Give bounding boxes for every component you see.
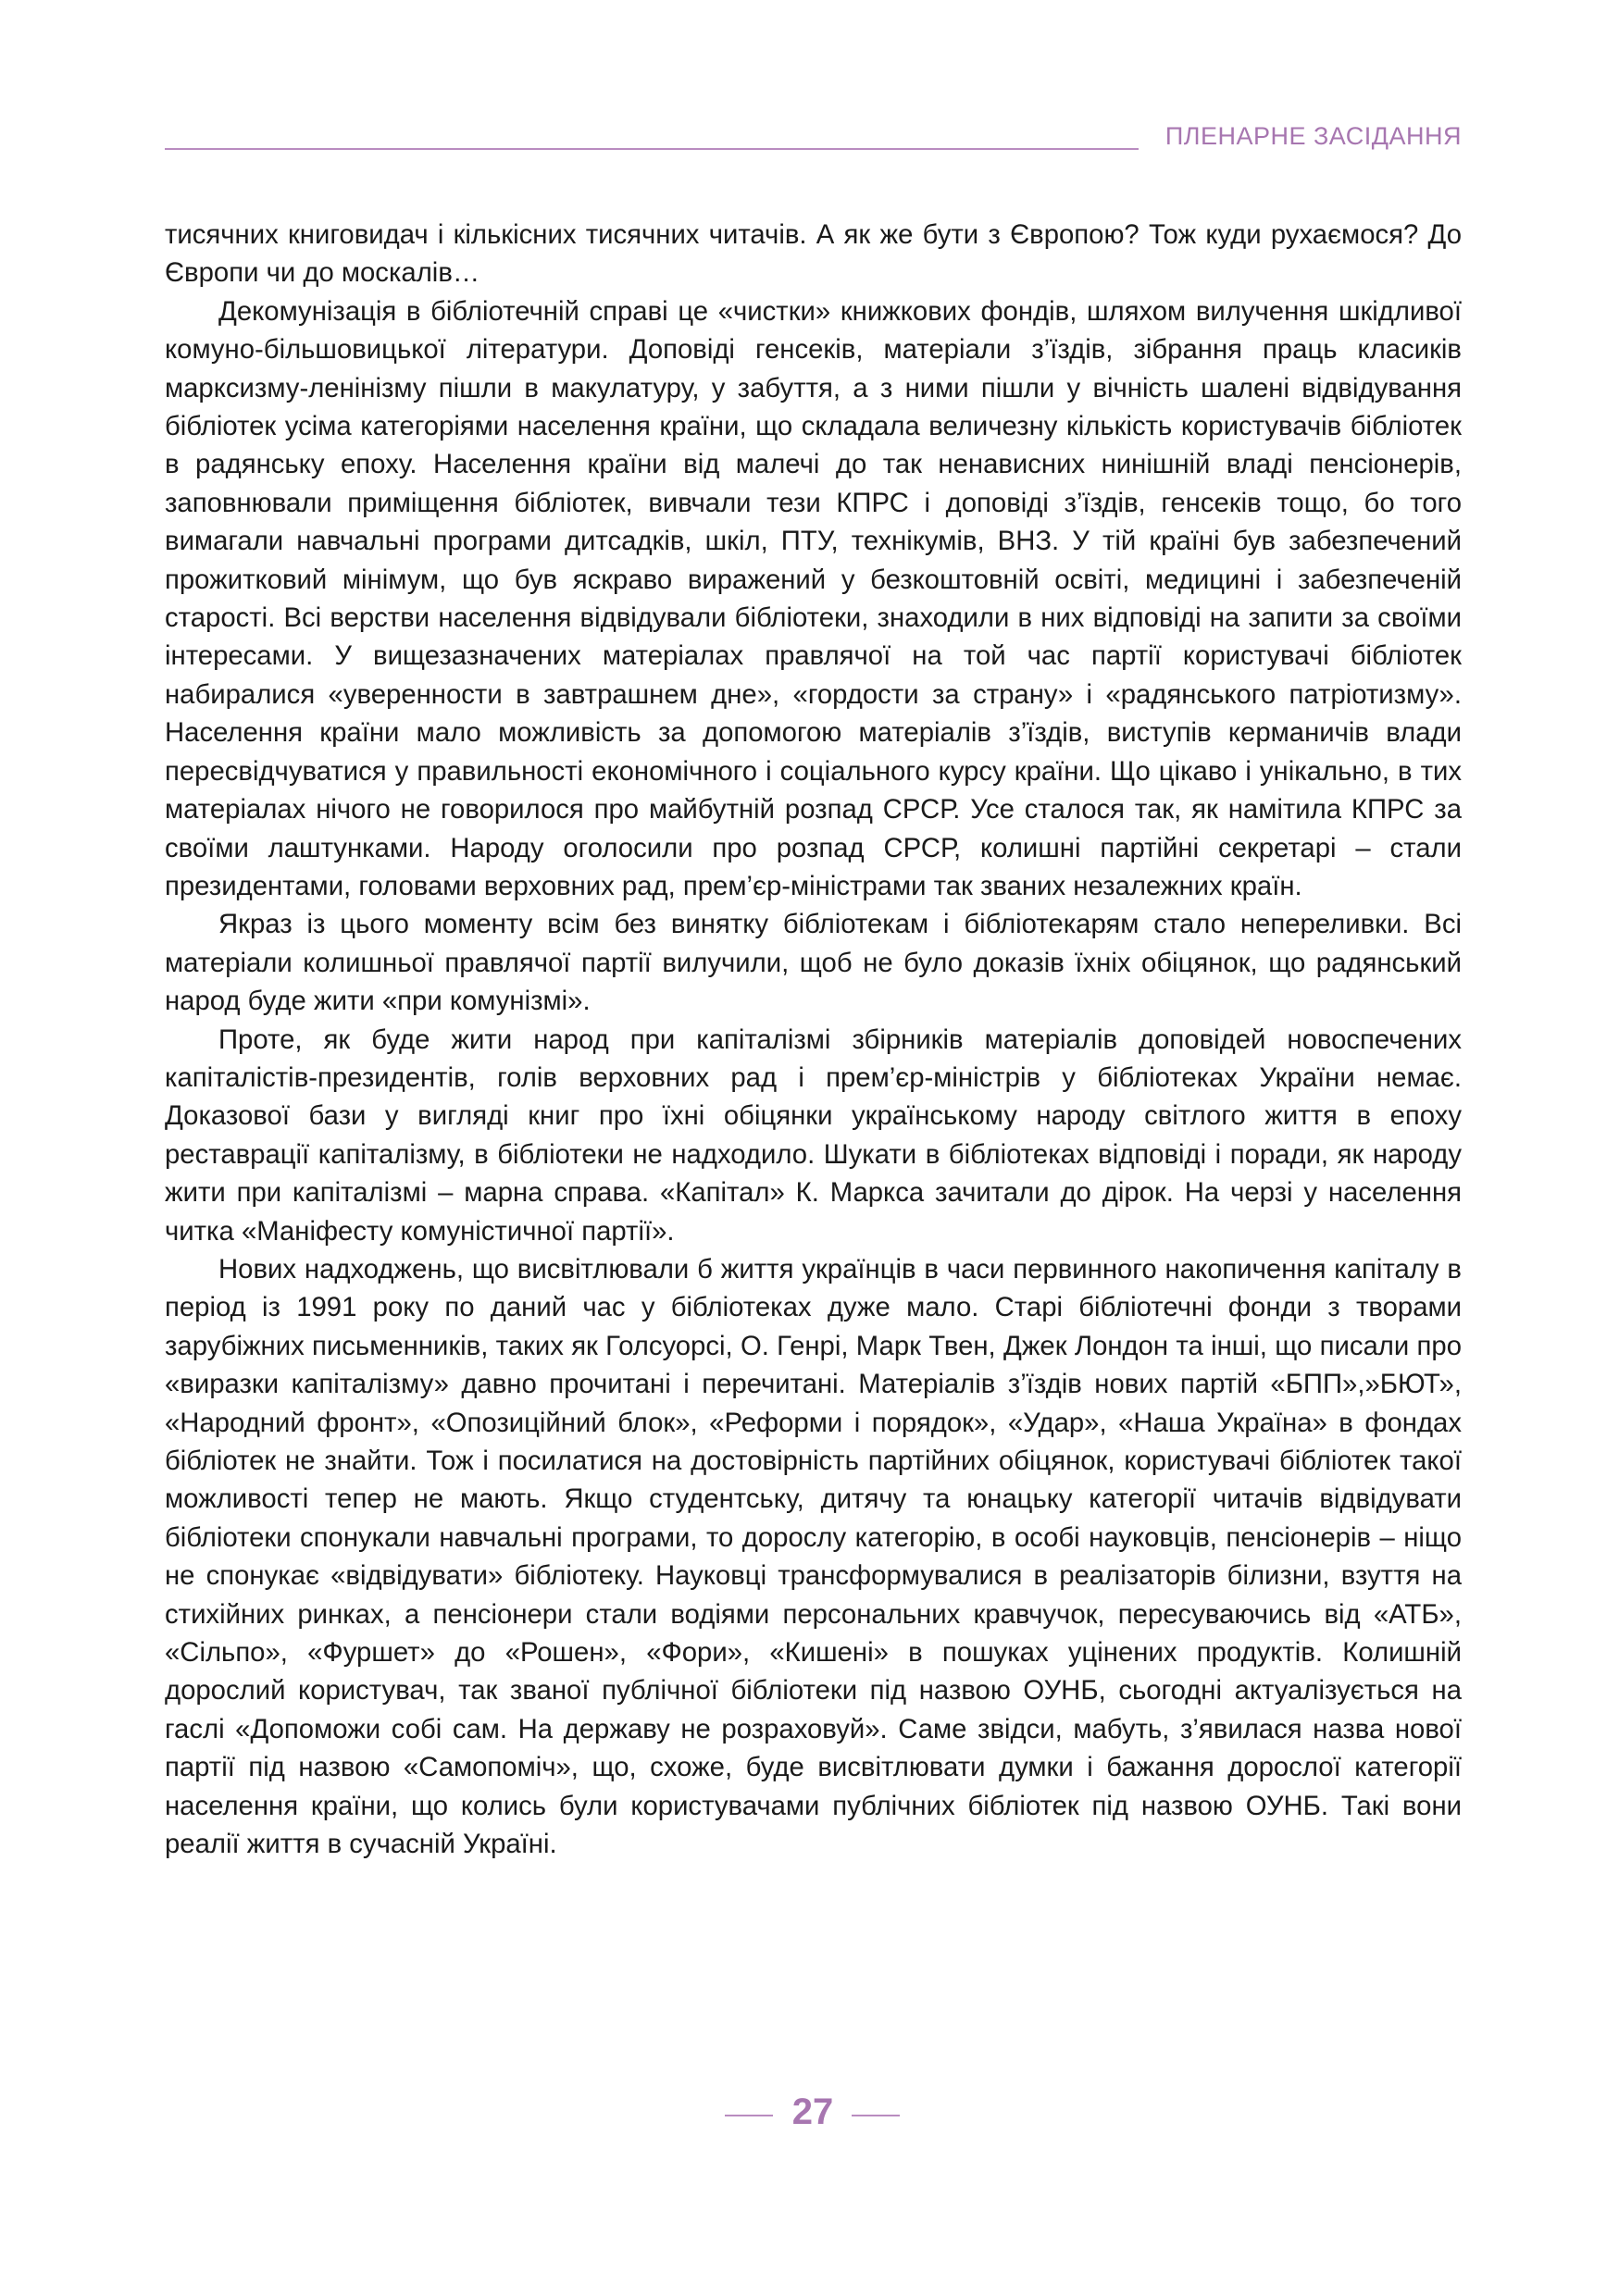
- footer-rule-right: [852, 2115, 900, 2116]
- section-title: ПЛЕНАРНЕ ЗАСІДАННЯ: [1164, 122, 1462, 150]
- footer-rule-left: [725, 2115, 773, 2116]
- article-body: [165, 216, 1462, 1863]
- paragraph-continuation: тисячних книговидач і кількісних тисячних читачів. А як же бути з Європою? Тож куди рухаємося? До Європи чи до москалів…: [165, 219, 1462, 289]
- paragraph: Декомунізація в бібліотечній справі це «чистки» книжкових фондів, шляхом вилучення шкідливої комуно-більшовицької літератури. Доповіді генсеків, матеріали з’їздів, зібрання праць класиків марксизму-ленінізму пішли в макулатуру, у забуття, а з ними пішли у вічність шалені відвідування бібліотек усіма категоріями населення країни, що складала величезну кількість користувачів бібліотек в радянську епоху. Населення країни від малечі до так ненависних нинішній владі пенсіонерів, заповнювали приміщення бібліотек, вивчали тези КПРС і доповіді з’їздів, генсеків тощо, бо того вимагали навчальні програми дитсадків, шкіл, ПТУ, технікумів, ВНЗ. У тій країні був забезпечений прожитковий мінімум, що був яскраво виражений у безкоштовній освіті, медицині і забезпеченій старості. Всі верстви населення відвідували бібліотеки, знаходили в них відповіді на запити за своїми інтересами. У вищезазначених матеріалах правлячої на той час партії користувачі бібліотек набиралися «уверенности в завтрашнем дне», «гордости за страну» і «радянського патріотизму». Населення країни мало можливість за допомогою матеріалів з’їздів, виступів керманичів влади пересвідчуватися у правильності економічного і соціального курсу країни. Що цікаво і унікально, в тих матеріалах нічого не говорилося про майбутній розпад СРСР. Усе сталося так, як намітила КПРС за своїми лаштунками. Народу оголосили про розпад СРСР, колишні партійні секретарі – стали президентами, головами верховних рад, прем’єр-міністрами так званих незалежних країн.: [165, 295, 1462, 901]
- header-rule: [165, 148, 1139, 150]
- paragraph: Проте, як буде жити народ при капіталізмі збірників матеріалів доповідей новоспечених капіталістів-президентів, голів верховних рад і прем’єр-міністрів у бібліотеках України немає. Доказової бази у вигляді книг про їхні обіцянки українському народу світлого життя в епоху реставрації капіталізму, в бібліотеки не надходило. Шукати в бібліотеках відповіді і поради, як народу жити при капіталізмі – марна справа. «Капітал» К. Маркса зачитали до дірок. На черзі у населення читка «Маніфесту комуністичної партії».: [165, 1024, 1462, 1247]
- paragraph: Якраз із цього моменту всім без винятку бібліотекам і бібліотекарям стало непереливки. Всі матеріали колишньої правлячої партії вилучили, щоб не було доказів їхніх обіцянок, що радянський народ буде жити «при комунізмі».: [165, 909, 1462, 1017]
- page-footer: [0, 2091, 1619, 2138]
- paragraph: Нових надходжень, що висвітлювали б життя українців в часи первинного накопичення капіталу в період із 1991 року по даний час у бібліотеках дуже мало. Старі бібліотечні фонди з творами зарубіжних письменників, таких як Голсуорсі, О. Генрі, Марк Твен, Джек Лондон та інші, що писали про «виразки капіталізму» давно прочитані і перечитані. Матеріалів з’їздів нових партій «БПП»,»БЮТ», «Народний фронт», «Опозиційний блок», «Реформи і порядок», «Удар», «Наша Україна» в фондах бібліотек не знайти. Тож і посилатися на достовірність партійних обіцянок, користувачі бібліотек такої можливості тепер не мають. Якщо студентську, дитячу та юнацьку категорії читачів відвідувати бібліотеки спонукали навчальні програми, то дорослу категорію, в особі науковців, пенсіонерів – ніщо не спонукає «відвідувати» бібліотеку. Науковці трансформувалися в реалізаторів білизни, взуття на стихійних ринках, а пенсіонери стали водіями персональних кравчучок, пересуваючись від «АТБ», «Сільпо», «Фуршет» до «Рошен», «Фори», «Кишені» в пошуках уцінених продуктів. Колишній дорослий користувач, так званої публічної бібліотеки під назвою ОУНБ, сьогодні актуалізується на гаслі «Допоможи собі сам. На державу не розраховуй». Саме звідси, мабуть, з’явилася назва нової партії під назвою «Самопоміч», що, схоже, буде висвітлювати думки і бажання дорослої категорії населення країни, що колись були користувачами публічних бібліотек під назвою ОУНБ. Такі вони реалії життя в сучасній Україні.: [165, 1253, 1462, 1860]
- page-number: 27: [791, 2091, 834, 2132]
